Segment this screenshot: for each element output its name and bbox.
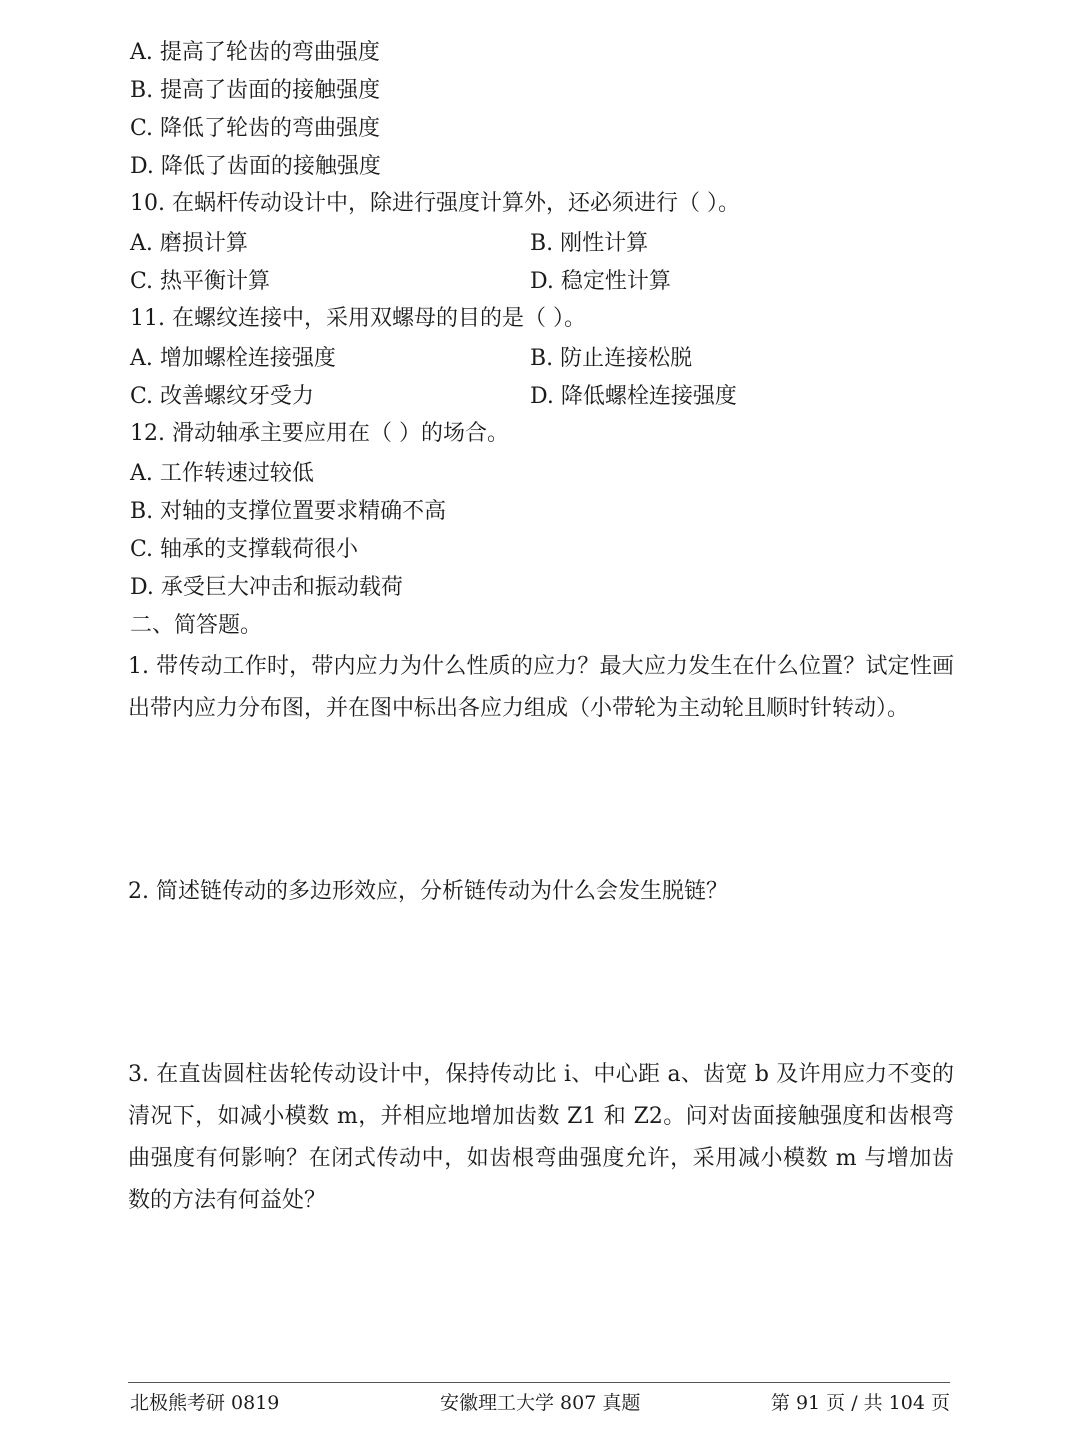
page-number: 第 91 页 / 共 104 页 [770,1392,950,1414]
q9-option-d: D. 降低了齿面的接触强度 [130,154,381,179]
q10-stem: 10. 在蜗杆传动设计中，除进行强度计算外，还必须进行（ ）。 [130,191,740,216]
q9-option-b: B. 提高了齿面的接触强度 [130,78,381,103]
section-title: 二、简答题。 [130,613,263,638]
q12-option-d: D. 承受巨大冲击和振动载荷 [130,575,403,600]
q11-option-b: B. 防止连接松脱 [530,346,693,371]
short-question-2: 2. 简述链传动的多边形效应，分析链传动为什么会发生脱链？ [128,879,728,904]
short-question-1: 1. 带传动工作时，带内应力为什么性质的应力？最大应力发生在什么位置？试定性画出带内应力分布图，并在图中标出各应力组成（小带轮为主动轮且顺时针转动）。 [128,654,954,721]
q12-stem: 12. 滑动轴承主要应用在（ ）的场合。 [130,421,509,446]
footer-rule [128,1382,950,1383]
q12-option-c: C. 轴承的支撑载荷很小 [130,537,359,562]
q11-option-d: D. 降低螺栓连接强度 [530,384,737,409]
footer-center: 安徽理工大学 807 真题 [440,1392,641,1414]
q9-option-c: C. 降低了轮齿的弯曲强度 [130,116,381,141]
q9-option-a: A. 提高了轮齿的弯曲强度 [130,40,380,65]
q11-option-c: C. 改善螺纹牙受力 [130,384,315,409]
q12-option-b: B. 对轴的支撑位置要求精确不高 [130,499,447,524]
q10-option-d: D. 稳定性计算 [530,269,671,294]
q12-option-a: A. 工作转速过较低 [130,461,314,486]
footer-left: 北极熊考研 0819 [130,1392,280,1414]
short-question-3: 3. 在直齿圆柱齿轮传动设计中，保持传动比 i、中心距 a、齿宽 b 及许用应力不变的清况下，如减小模数 m，并相应地增加齿数 Z1 和 Z2。问对齿面接触强度和齿根弯曲强度有何影响？在闭式传动中，如齿根弯曲强度允许，采用减小模数 m 与增加齿数的方法有何益处？ [128,1062,954,1213]
q10-option-b: B. 刚性计算 [530,231,649,256]
q10-option-a: A. 磨损计算 [130,231,248,256]
q11-stem: 11. 在螺纹连接中，采用双螺母的目的是（ ）。 [130,306,586,331]
q10-option-c: C. 热平衡计算 [130,269,271,294]
q11-option-a: A. 增加螺栓连接强度 [130,346,336,371]
